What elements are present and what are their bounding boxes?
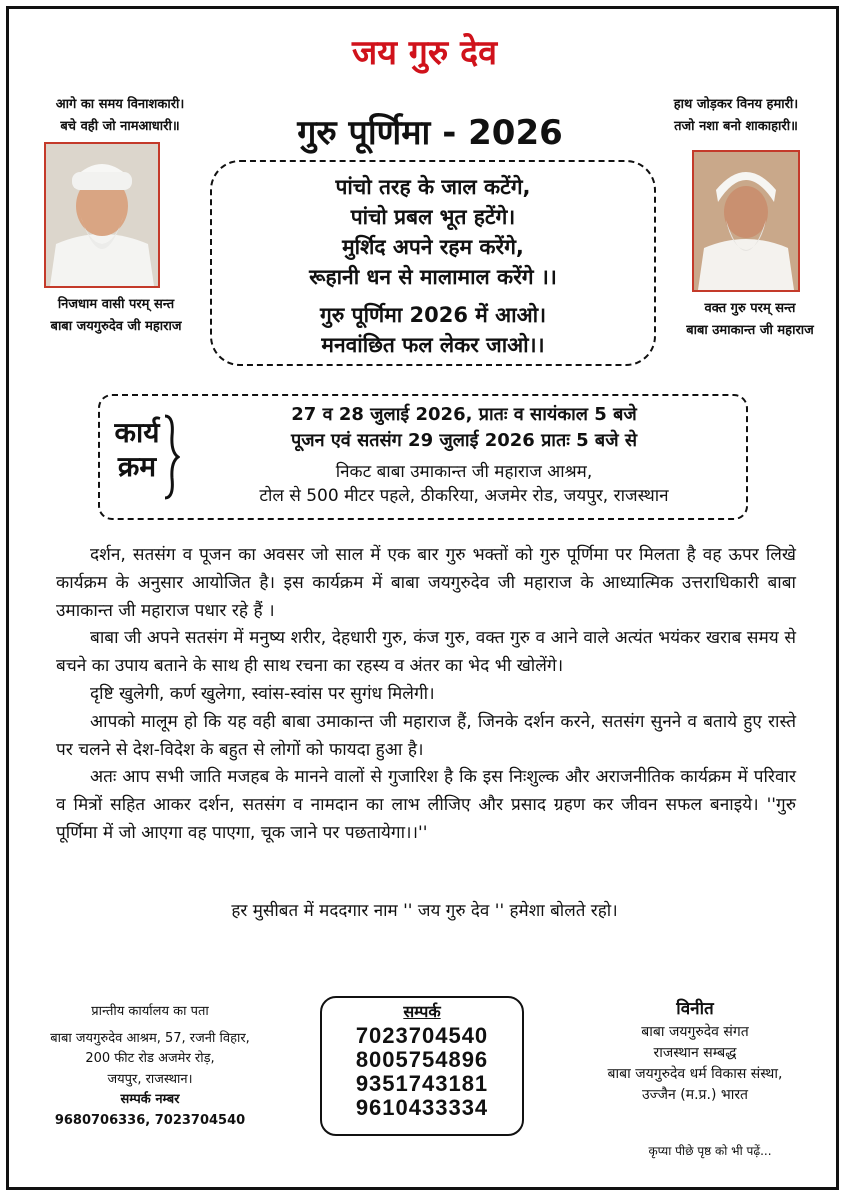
office-heading: प्रान्तीय कार्यालय का पता bbox=[91, 1004, 209, 1019]
program-venue: निकट बाबा उमाकान्त जी महाराज आश्रम, bbox=[335, 462, 593, 482]
closing-slogan: हर मुसीबत में मददगार नाम '' जय गुरु देव '' हमेशा बोलते रहो। bbox=[231, 901, 618, 921]
program-pujan: पूजन एवं सतसंग 29 जुलाई 2026 प्रातः 5 बजे से bbox=[291, 430, 637, 451]
contact-phone[interactable]: 8005754896 bbox=[355, 1047, 489, 1072]
left-couplet bbox=[20, 94, 220, 138]
right-couplet bbox=[636, 94, 836, 138]
office-phones: 9680706336, 7023704540 bbox=[54, 1112, 246, 1128]
office-line: 200 फीट रोड अजमेर रोड़, bbox=[85, 1051, 215, 1066]
right-caption-line: बाबा उमाकान्त जी महाराज bbox=[686, 323, 814, 338]
program-label-bottom: क्रम bbox=[117, 450, 157, 483]
right-couplet-line: हाथ जोड़कर विनय हमारी। bbox=[673, 97, 799, 112]
contact-box bbox=[320, 996, 524, 1136]
office-line: बाबा जयगुरुदेव आश्रम, 57, रजनी विहार, bbox=[50, 1030, 250, 1046]
program-address: टोल से 500 मीटर पहले, ठीकरिया, अजमेर रोड, जयपुर, राजस्थान bbox=[259, 486, 669, 506]
body-paragraph: अतः आप सभी जाति मजहब के मानने वालों से गुजारिश है कि इस निःशुल्क और अराजनीतिक कार्यक्रम में परिवार व मित्रों सहित आकर दर्शन, सतसंग व नामदान का लाभ लीजिए और प्रसाद ग्रहण कर जीवन सफल बनाइये। ''गुरु पूर्णिमा में जो आएगा वह पाएगा, चूक जाने पर पछतायेगा।।'' bbox=[56, 767, 796, 843]
contact-phone[interactable]: 7023704540 bbox=[355, 1023, 489, 1048]
body-paragraph: दर्शन, सतसंग व पूजन का अवसर जो साल में एक बार गुरु भक्तों को गुरु पूर्णिमा पर मिलता है वह ऊपर लिखे कार्यक्रम के अनुसार आयोजित है। इस कार्यक्रम में बाबा जयगुरुदेव जी महाराज के आध्यात्मिक उत्तराधिकारी बाबा उमाकान्त जी महाराज पधार रहे हैं । bbox=[56, 545, 796, 621]
contact-phone[interactable]: 9351743181 bbox=[355, 1071, 489, 1096]
verse-line: गुरु पूर्णिमा 2026 में आओ। bbox=[319, 303, 547, 327]
right-couplet-line: तजो नशा बनो शाकाहारी॥ bbox=[674, 119, 798, 134]
left-couplet-line: बचे वही जो नामआधारी॥ bbox=[60, 119, 180, 134]
body-text bbox=[56, 542, 796, 848]
contact-heading: सम्पर्क bbox=[403, 1002, 441, 1021]
verse-line: रूहानी धन से मालामाल करेंगे ।। bbox=[309, 265, 557, 289]
sender-line: राजस्थान सम्बद्ध bbox=[653, 1045, 737, 1061]
body-paragraph: दृष्टि खुलेगी, कर्ण खुलेगा, स्वांस-स्वांस पर सुगंध मिलेगी। bbox=[90, 683, 435, 704]
program-dates: 27 व 28 जुलाई 2026, प्रातः व सायंकाल 5 बजे bbox=[291, 404, 637, 425]
header-title: जय गुरु देव bbox=[351, 33, 498, 73]
portrait-right bbox=[692, 150, 800, 292]
left-caption-line: निजधाम वासी परम् सन्त bbox=[57, 297, 175, 312]
office-line: जयपुर, राजस्थान। bbox=[107, 1071, 193, 1087]
verse-box bbox=[210, 160, 656, 366]
right-caption-line: वक्त गुरु परम् सन्त bbox=[704, 301, 796, 316]
left-caption bbox=[16, 294, 216, 338]
right-caption bbox=[650, 298, 849, 342]
office-line: सम्पर्क नम्बर bbox=[120, 1092, 180, 1107]
verse-line: पांचो प्रबल भूत हटेंगे। bbox=[350, 205, 516, 229]
program-box bbox=[98, 394, 748, 520]
brace-icon bbox=[162, 414, 180, 500]
footnote: कृप्या पीछे पृष्ठ को भी पढ़ें... bbox=[648, 1144, 772, 1158]
verse-line: मुर्शिद अपने रहम करेंगे, bbox=[342, 235, 524, 259]
portrait-left bbox=[44, 142, 160, 288]
program-label-top: कार्य bbox=[114, 416, 160, 449]
sender-heading: विनीत bbox=[676, 999, 714, 1019]
verse-line: मनवांछित फल लेकर जाओ।। bbox=[321, 333, 545, 357]
sender-block bbox=[570, 996, 820, 1106]
office-address bbox=[30, 1002, 270, 1131]
body-paragraph: बाबा जी अपने सतसंग में मनुष्य शरीर, देहधारी गुरु, कंज गुरु, वक्त गुरु व आने वाले अत्यंत भयंकर खराब समय से बचने का उपाय बताने के साथ ही साथ रचना का रहस्य व अंतर का भेद भी खोलेंगे। bbox=[56, 628, 796, 677]
sender-line: बाबा जयगुरुदेव संगत bbox=[641, 1024, 749, 1040]
event-title: गुरु पूर्णिमा - 2026 bbox=[297, 113, 563, 153]
body-paragraph: आपको मालूम हो कि यह वही बाबा उमाकान्त जी महाराज हैं, जिनके दर्शन करने, सतसंग सुनने व बताये हुए रास्ते पर चलने से देश-विदेश के बहुत से लोगों को फायदा हुआ है। bbox=[56, 711, 796, 760]
program-label bbox=[110, 416, 164, 484]
left-couplet-line: आगे का समय विनाशकारी। bbox=[55, 97, 185, 112]
contact-phone[interactable]: 9610433334 bbox=[355, 1095, 489, 1120]
sender-line: उज्जैन (म.प्र.) भारत bbox=[641, 1087, 749, 1103]
sender-line: बाबा जयगुरुदेव धर्म विकास संस्था, bbox=[607, 1066, 783, 1082]
verse-line: पांचो तरह के जाल कटेंगे, bbox=[335, 175, 531, 199]
left-caption-line: बाबा जयगुरुदेव जी महाराज bbox=[50, 319, 182, 334]
